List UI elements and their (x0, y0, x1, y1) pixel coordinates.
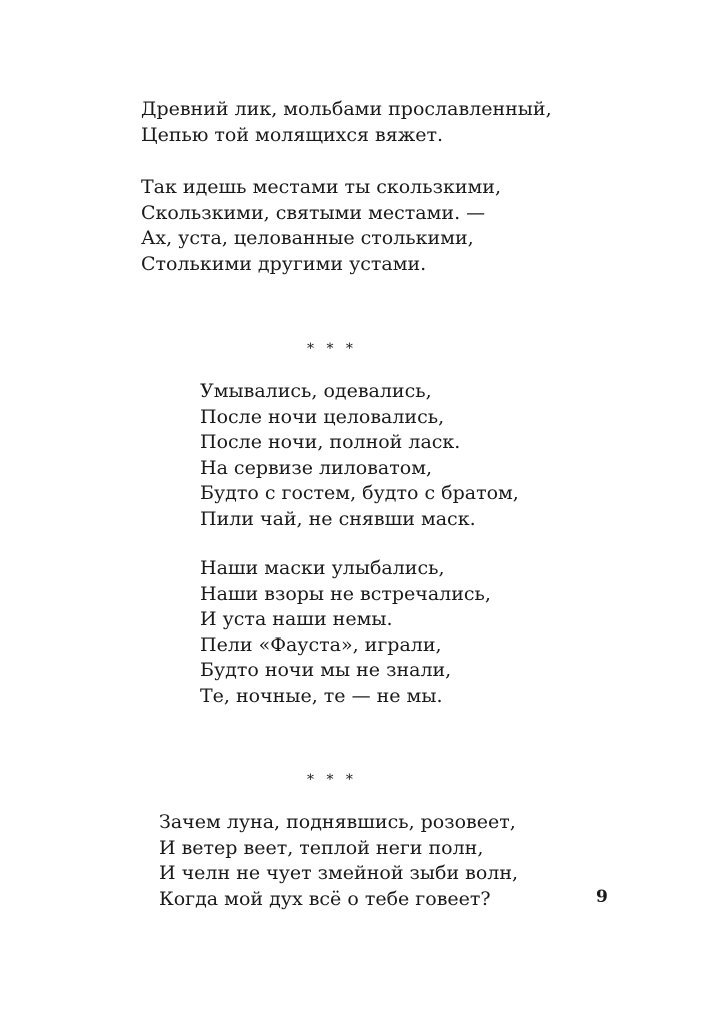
verse-line: Будто ночи мы не знали, (200, 659, 452, 681)
poem1-stanza1 (141, 97, 552, 148)
verse-line: Будто с гостем, будто с братом, (200, 482, 519, 504)
verse-line: Пили чай, не снявши маск. (200, 507, 476, 530)
verse-line: И челн не чует змейной зыби волн, (159, 862, 519, 884)
verse-line: Зачем луна, поднявшись, розовеет, (159, 811, 516, 833)
poem2-stanza2 (200, 556, 491, 709)
page-number: 9 (596, 887, 608, 907)
section-separator: * * * (307, 341, 357, 357)
verse-line: Наши маски улыбались, (200, 557, 445, 579)
verse-line: Древний лик, мольбами прославленный, (141, 98, 552, 120)
verse-line: И уста наши немы. (200, 608, 393, 630)
verse-line: Наши взоры не встречались, (200, 582, 491, 605)
verse-line: Когда мой дух всё о тебе говеет? (159, 887, 491, 910)
verse-line: После ночи целовались, (200, 405, 445, 428)
verse-line: После ночи, полной ласк. (200, 431, 461, 453)
verse-line: Цепью той молящихся вяжет. (141, 123, 443, 146)
poem2-stanza1 (200, 379, 519, 532)
verse-line: На сервизе лиловатом, (200, 456, 433, 479)
verse-line: И ветер веет, теплой неги полн, (159, 836, 484, 859)
verse-line: Столькими другими устами. (141, 252, 427, 275)
verse-line: Скользкими, святыми местами. — (141, 201, 486, 224)
verse-line: Пели «Фауста», играли, (200, 633, 442, 656)
section-separator: * * * (307, 772, 357, 788)
verse-line: Так идешь местами ты скользкими, (141, 176, 501, 198)
verse-line: Те, ночные, те — не мы. (200, 684, 443, 707)
verse-line: Умывались, одевались, (200, 380, 432, 402)
poem1-stanza2 (141, 175, 501, 277)
poem3-stanza1 (159, 810, 518, 912)
verse-line: Ах, уста, целованные столькими, (141, 227, 474, 249)
